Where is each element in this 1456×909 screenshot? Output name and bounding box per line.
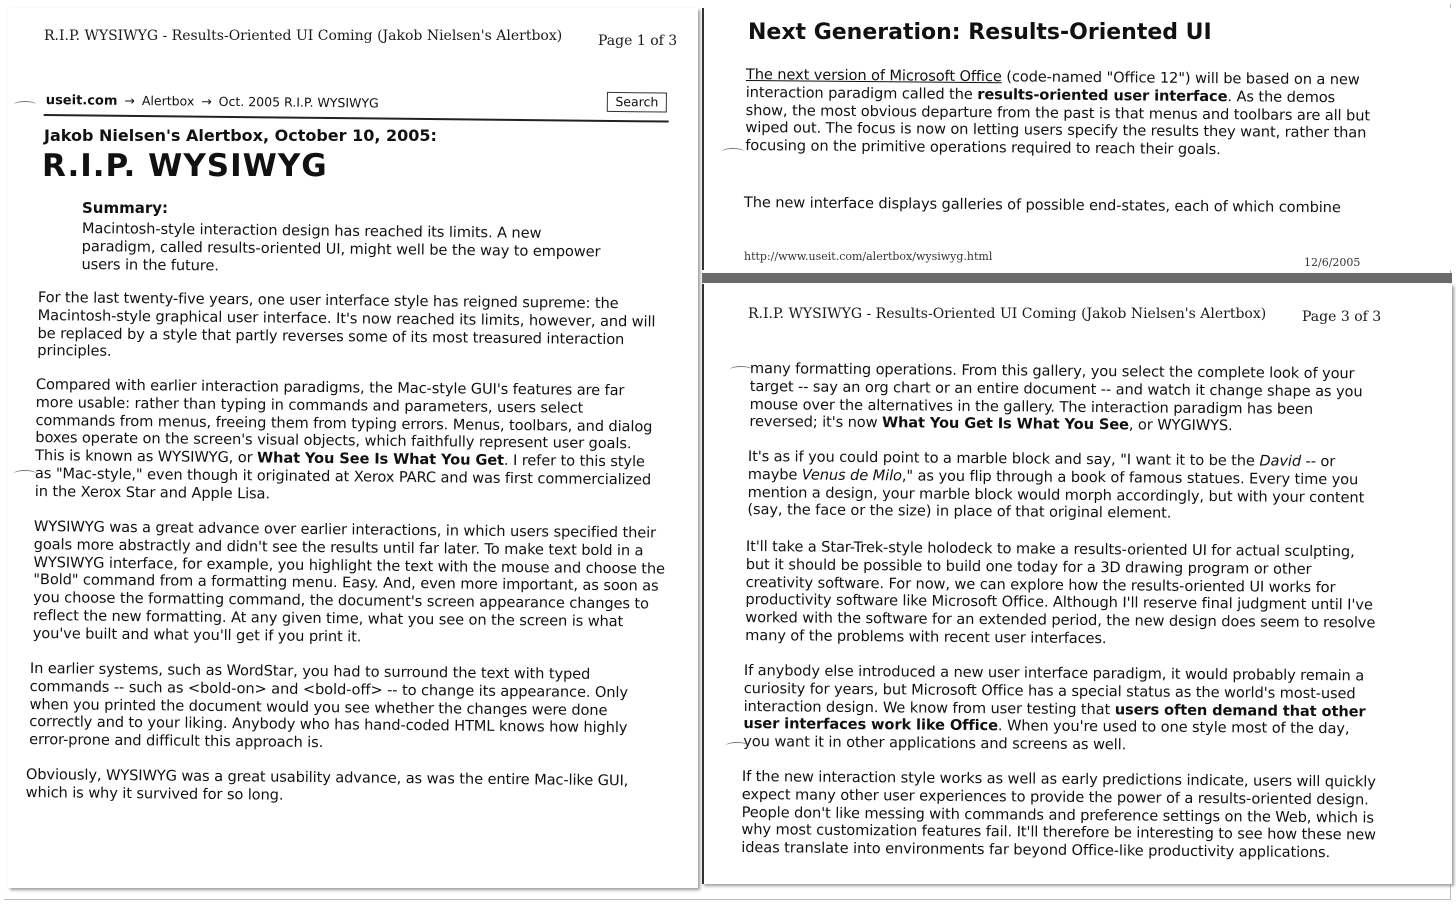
footer-date: 12/6/2005 (1304, 256, 1361, 269)
summary-label: Summary: (82, 199, 169, 217)
breadcrumb-link-alertbox[interactable]: Alertbox (141, 93, 195, 109)
page-1-scan (8, 8, 698, 888)
body-paragraph-2 (35, 376, 666, 507)
emphasis-wygiwys: What You Get Is What You See (881, 414, 1129, 434)
paragraph-text: It'll take a Star-Trek-style holodeck to make a results-oriented UI for actual sculpting, but it should be possible to build one today for a 3D drawing program or other creativity software. For now, we can explore how the results-oriented UI works for productivity software like Microsoft Office. Although I'll reserve final judgment until I've worked with the software for an extended period, the new design does seem to resolve many of the problems with recent user interfaces. (745, 538, 1376, 648)
paragraph-text: The new interface displays galleries of possible end-states, each of which combine (743, 194, 1341, 217)
paragraph-text: It's as if you could point to a marble block and say, "I want it to be the David -- or maybe Venus de Milo," as you flip through a book of famous statues. Every time you mention a design, your marble block would morph accordingly, but with your content (say, the face or the size) in place of that original element. (747, 448, 1365, 523)
body-paragraph-3 (745, 538, 1378, 650)
paragraph-text: For the last twenty-five years, one user interface style has reigned supreme: the Macintosh-style graphical user interface. It's now reached its limits, however, and will be replaced by a style that partly reverses some of its most treasured interaction principles. (37, 289, 656, 361)
emphasis-results-ui: results-oriented user interface (977, 85, 1228, 105)
page-3-scan (702, 284, 1452, 884)
summary-text (81, 220, 607, 279)
body-paragraph-1 (749, 360, 1376, 437)
paragraph-text: The next version of Microsoft Office (code-named "Office 12") will be based on a new interaction paradigm called the results-oriented user interface. As the demos show, the most obvious departure from the past is that menus and toolbars are all but wiped out. The focus is now on letting users specify the results they want, rather than focusing on the primitive operations required to reach their goals. (745, 66, 1371, 159)
body-paragraph-5 (26, 766, 656, 808)
scan-mark (726, 742, 748, 749)
body-paragraph-1 (37, 289, 666, 367)
body-paragraph-1 (745, 66, 1374, 160)
body-paragraph-3 (33, 518, 666, 649)
page-2-scan (702, 8, 1452, 270)
page-header-title: R.I.P. WYSIWYG - Results-Oriented UI Coming (Jakob Nielsen's Alertbox) (44, 28, 563, 44)
body-paragraph-4 (743, 662, 1376, 756)
body-paragraph-5 (741, 768, 1378, 863)
summary-paragraph: Macintosh-style interaction design has reached its limits. A new paradigm, called results-oriented UI, might well be the way to empower users in the future. (81, 220, 601, 275)
paragraph-text: many formatting operations. From this gallery, you select the complete look of your target -- say an org chart or an entire document -- and watch it change shape as you mouse over the alternatives in the gallery. The interaction paradigm has been reversed; it's now What You Get Is What You See, or WYGIWYS. (749, 360, 1363, 435)
breadcrumb (46, 92, 379, 111)
paragraph-text: If anybody else introduced a new user interface paradigm, it would probably remain a curiosity for years, but Microsoft Office has a special status as the world's most-used interaction design. We know from user testing that users often demand that other user interfaces work like Office. When you're used to one style most of the day, you want it in other applications and screens as well. (743, 662, 1366, 754)
breadcrumb-current: Oct. 2005 R.I.P. WYSIWYG (218, 93, 379, 111)
body-paragraph-2 (744, 194, 1384, 217)
scan-mark (14, 470, 36, 477)
section-heading: Next Generation: Results-Oriented UI (748, 20, 1212, 45)
page-number: Page 1 of 3 (598, 33, 678, 49)
arrow-right-icon: → (201, 93, 212, 109)
footer-url: http://www.useit.com/alertbox/wysiwyg.html (744, 250, 993, 263)
scan-mark (722, 148, 744, 155)
page-number: Page 3 of 3 (1302, 309, 1382, 325)
paragraph-text: Obviously, WYSIWYG was a great usability advance, as was the entire Mac-like GUI, which is why it survived for so long. (25, 766, 629, 804)
emphasis-wysiwyg: What You See Is What You Get (256, 449, 505, 470)
paragraph-text: In earlier systems, such as WordStar, you had to surround the text with typed commands -- such as <bold-on> and <bold-off> -- to change its appearance. Only when you printed the document would you see whether the changes were done correctly and to your liking. Anybody who has hand-coded HTML knows how highly error-prone and difficult this approach is. (29, 660, 629, 752)
site-nav-bar (44, 86, 669, 123)
scan-mark (14, 101, 36, 108)
search-button[interactable]: Search (607, 92, 667, 113)
page-divider (702, 273, 1452, 283)
page-header-title: R.I.P. WYSIWYG - Results-Oriented UI Coming (Jakob Nielsen's Alertbox) (748, 306, 1267, 322)
arrow-right-icon: → (124, 92, 136, 108)
office-link[interactable]: The next version of Microsoft Office (745, 66, 1002, 86)
emphasis-david: David (1259, 452, 1302, 470)
article-title: R.I.P. WYSIWYG (42, 148, 328, 184)
paragraph-text: WYSIWYG was a great advance over earlier interactions, in which users specified their goals more abstractly and didn't see the results until far later. To make text bold in a WYSIWYG interface, for example, you highlight the text with the mouse and choose the "Bold" command from a formatting menu. Easy. And, even more important, as soon as you choose the formatting command, the document's screen appearance changes to reflect the new formatting. At any given time, what you see on the screen is what you've built and what you'll get if you print it. (32, 518, 666, 646)
body-paragraph-4 (29, 660, 664, 756)
article-dateline: Jakob Nielsen's Alertbox, October 10, 2005: (44, 126, 437, 145)
paragraph-text: Compared with earlier interaction paradigms, the Mac-style GUI's features are far more usable: rather than typing in commands and parameters, users select commands from menus, freeing them from typing errors. Menus, toolbars, and dialog boxes operate on the screen's visual objects, which faithfully represent user goals. This is known as WYSIWYG, or What You See Is What You Get. I refer to this style as "Mac-style," even though it originated at Xerox PARC and was first commercialized in the Xerox Star and Apple Lisa. (34, 376, 653, 503)
paragraph-text: If the new interaction style works as well as early predictions indicate, users will quickly expect many other user experiences to provide the power of a results-oriented design. People don't like messing with commands and preference settings on the Web, which is why most customization features fail. It'll therefore be interesting to see how these new ideas translate into environments far beyond Office-like productivity applications. (741, 768, 1376, 862)
emphasis-venus: Venus de Milo (801, 466, 902, 485)
emphasis-office-demand: users often demand that other user interfaces work like Office (743, 700, 1366, 735)
scan-mark (730, 366, 752, 373)
body-paragraph-2 (747, 448, 1376, 525)
site-logo-link[interactable]: useit.com (45, 93, 118, 109)
